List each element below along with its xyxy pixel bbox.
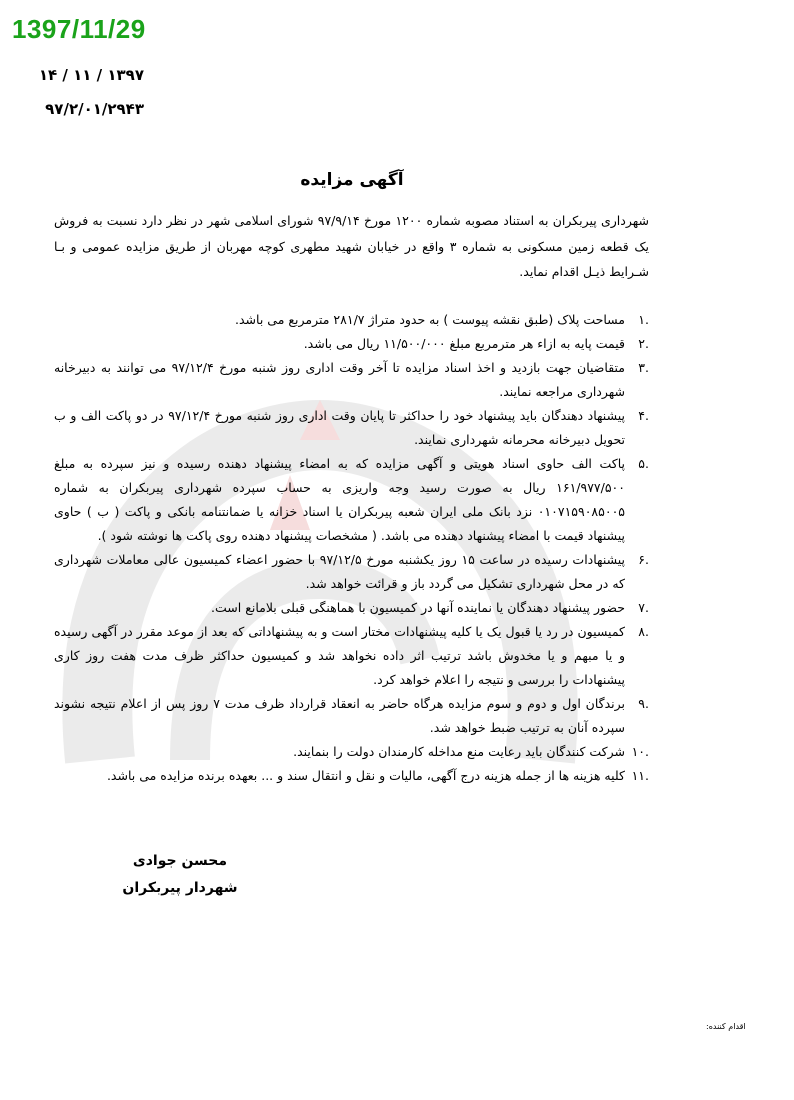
item-number: .۸	[638, 624, 649, 639]
item-text: کلیه هزینه ها از جمله هزینه درج آگهی، مالیات و نقل و انتقال سند و ... بعهده برنده مزایده می باشد.	[106, 768, 625, 783]
signatory-name: محسن جوادی	[132, 853, 228, 869]
letter-date: ۱۳۹۷ / ۱۱ / ۱۴	[38, 66, 144, 84]
condition-item	[54, 764, 649, 788]
condition-item	[54, 548, 649, 596]
condition-item	[54, 356, 649, 404]
intro-paragraph: شهرداری پیربکران به استناد مصوبه شماره ۱۲۰۰ مورخ ۹۷/۹/۱۴ شورای اسلامی شهر در نظر دارد نسبت به فروش یک قطعه زمین مسکونی به شماره ۳ واقع در خیابان شهید مطهری کوچه مهربان از طریق مزایده عمومی و بـا شـرایط ذیـل اقدام نماید.	[54, 213, 649, 279]
condition-item	[54, 332, 649, 356]
item-text: پیشنهاد دهندگان باید پیشنهاد خود را حداکثر تا پایان وقت اداری روز شنبه مورخ ۹۷/۱۲/۴ در دو پاکت الف و ب تحویل دبیرخانه محرمانه شهرداری نمایند.	[54, 408, 625, 447]
item-number: .۶	[638, 552, 649, 567]
condition-item	[54, 452, 649, 548]
item-number: .۹	[638, 696, 649, 711]
item-number: .۱	[638, 312, 649, 327]
conditions-list	[54, 308, 649, 788]
item-text: کمیسیون در رد یا قبول یک یا کلیه پیشنهادات مختار است و به پیشنهاداتی که بعد از موعد مقرر در آگهی رسیده و یا مبهم و یا مخدوش باشد ترتیب اثر داده نخواهد شد و کمیسیون حداکثر ظرف مدت هفت روز کاری پیشنهادات را بررسی و نتیجه را اعلام خواهد کرد.	[54, 624, 625, 687]
item-number: .۵	[638, 456, 649, 471]
stamp-date: 1397/11/29	[12, 14, 146, 44]
signatory-title: شهردار پیربکران	[122, 880, 238, 896]
condition-item	[54, 404, 649, 452]
item-text: شرکت کنندگان باید رعایت منع مداخله کارمندان دولت را بنمایند.	[293, 744, 625, 759]
item-number: .۳	[638, 360, 649, 375]
item-text: برندگان اول و دوم و سوم مزایده هرگاه حاضر به انعقاد قرارداد ظرف مدت ۷ روز پس از اعلام نتیجه نشوند سپرده آنان به ترتیب ضبط خواهد شد.	[54, 696, 625, 735]
condition-item	[54, 620, 649, 692]
letter-number: ۹۷/۲/۰۱/۲۹۴۳	[45, 100, 144, 118]
item-text: حضور پیشنهاد دهندگان یا نماینده آنها در کمیسیون با هماهنگی قبلی بلامانع است.	[211, 600, 625, 615]
notice-title: آگهی مزایده	[300, 170, 404, 190]
action-by-label: اقدام کننده:	[706, 1022, 746, 1031]
condition-item	[54, 308, 649, 332]
item-number: .۲	[638, 336, 649, 351]
item-number: .۱۱	[631, 768, 649, 783]
item-text: متقاضیان جهت بازدید و اخذ اسناد مزایده تا آخر وقت اداری روز شنبه مورخ ۹۷/۱۲/۴ می توانند به دبیرخانه شهرداری مراجعه نمایند.	[54, 360, 625, 399]
item-number: .۷	[638, 600, 649, 615]
item-number: .۱۰	[631, 744, 649, 759]
item-text: مساحت پلاک (طبق نقشه پیوست ) به حدود متراژ ۲۸۱/۷ مترمربع می باشد.	[235, 312, 625, 327]
item-text: قیمت پایه به ازاء هر مترمربع مبلغ ۱۱/۵۰۰/۰۰۰ ریال می باشد.	[303, 336, 625, 351]
item-text: پیشنهادات رسیده در ساعت ۱۵ روز یکشنبه مورخ ۹۷/۱۲/۵ با حضور اعضاء کمیسیون عالی معاملات شهرداری که در محل شهرداری تشکیل می گردد باز و قرائت خواهد شد.	[54, 552, 625, 591]
item-text: پاکت الف حاوی اسناد هویتی و آگهی مزایده که به امضاء پیشنهاد دهنده رسیده و نیز سپرده به مبلغ ۱۶۱/۹۷۷/۵۰۰ ریال به صورت رسید وجه واریزی به حساب سپرده شهرداری پیربکران به شماره ۰۱۰۷۱۵۹۰۸۵۰۰۵ نزد بانک ملی ایران شعبه پیربکران یا اسناد خزانه یا ضمانتنامه بانکی و پاکت ( ب ) حاوی پیشنهاد قیمت با امضاء پیشنهاد دهنده می باشد. ( مشخصات پیشنهاد دهنده روی پاکت ها نوشته شود ).	[54, 456, 625, 543]
condition-item	[54, 596, 649, 620]
item-number: .۴	[638, 408, 649, 423]
condition-item	[54, 692, 649, 740]
condition-item	[54, 740, 649, 764]
